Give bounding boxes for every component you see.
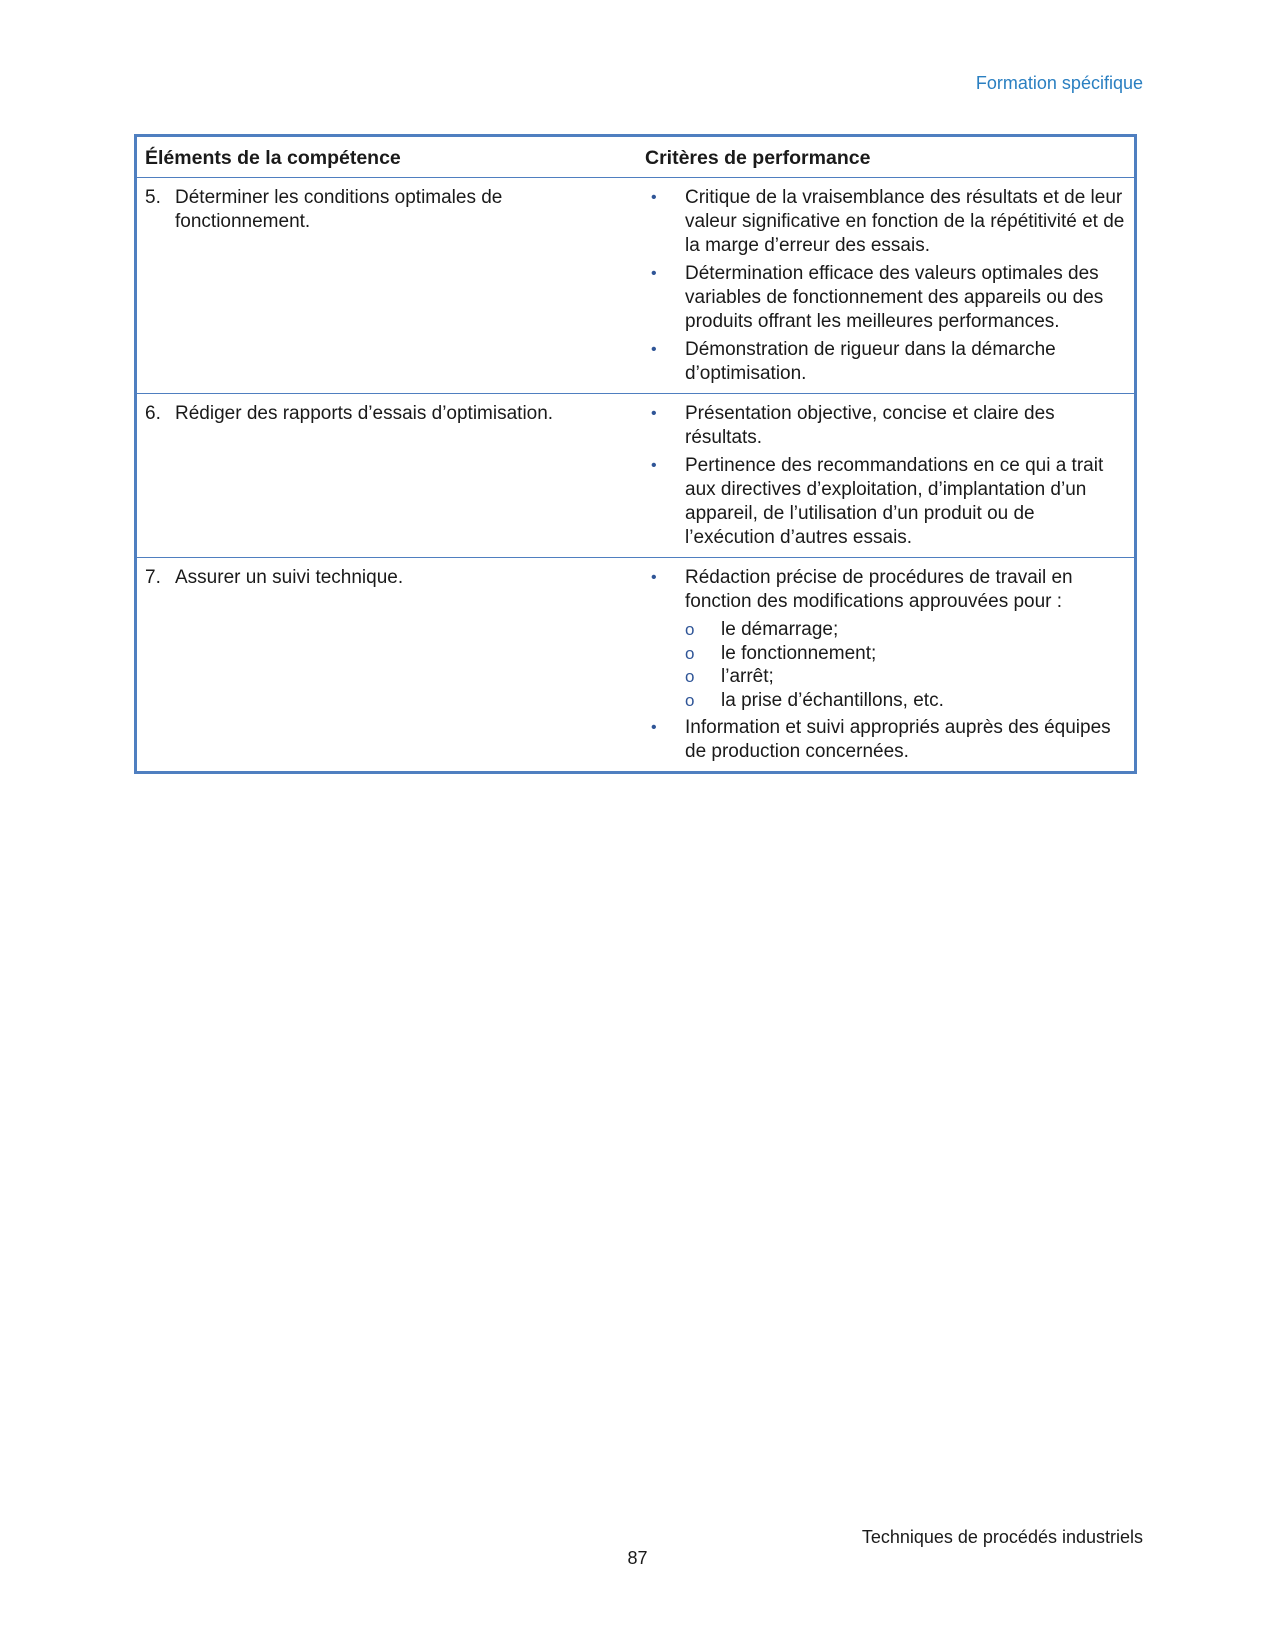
footer-program-title: Techniques de procédés industriels: [861, 1527, 1143, 1547]
sub-item-text: le fonctionnement;: [721, 642, 877, 664]
criteria-text: Rédaction précise de procédures de travail en fonction des modifications approuvées pour :: [685, 567, 1073, 612]
criteria-item: [645, 262, 1126, 334]
bullet-icon: •: [651, 341, 657, 358]
sub-item-text: l’arrêt;: [721, 666, 774, 687]
column-header-elements: Éléments de la compétence: [136, 136, 638, 178]
criteria-item: [645, 402, 1126, 450]
criteria-item: [645, 454, 1126, 550]
element-number: 5.: [145, 187, 161, 208]
competence-table: [134, 134, 1137, 774]
bullet-icon: •: [651, 457, 657, 474]
element-text: Rédiger des rapports d’essais d’optimisation.: [175, 403, 554, 424]
page-number: 87: [627, 1548, 648, 1568]
element-item: [145, 402, 629, 426]
sub-list: [685, 618, 1126, 712]
element-number: 6.: [145, 403, 161, 424]
criteria-item: [645, 338, 1126, 386]
sub-item: [685, 642, 1126, 666]
criteria-text: Démonstration de rigueur dans la démarche d’optimisation.: [685, 339, 1056, 384]
table-row: [136, 394, 1136, 558]
criteria-text: Critique de la vraisemblance des résultats et de leur valeur significative en fonction de la répétitivité et de la marge d’erreur des essais.: [685, 187, 1125, 256]
element-text: Assurer un suivi technique.: [175, 567, 404, 588]
criteria-cell: [637, 178, 1136, 394]
bullet-icon: •: [651, 405, 657, 422]
criteria-text: Pertinence des recommandations en ce qui a trait aux directives d’exploitation, d’implantation d’un appareil, de l’utilisation d’un produit ou de l’exécution d’autres essais.: [685, 455, 1104, 548]
sub-item-text: le démarrage;: [721, 619, 839, 640]
element-item: [145, 186, 629, 234]
criteria-text: Présentation objective, concise et claire des résultats.: [685, 403, 1055, 448]
element-text: Déterminer les conditions optimales de fonctionnement.: [175, 187, 503, 232]
criteria-list: [645, 186, 1126, 386]
sub-item-text: la prise d’échantillons, etc.: [721, 689, 944, 711]
bullet-icon: •: [651, 265, 657, 282]
criteria-list: [645, 402, 1126, 550]
table-row: [136, 558, 1136, 773]
criteria-cell: [637, 558, 1136, 773]
sub-item: [685, 689, 1126, 713]
criteria-list: [645, 566, 1126, 764]
criteria-body: [685, 566, 1126, 712]
circle-bullet-icon: o: [685, 690, 695, 710]
bullet-icon: •: [651, 719, 657, 736]
criteria-cell: [637, 394, 1136, 558]
criteria-item: [645, 186, 1126, 258]
circle-bullet-icon: o: [685, 667, 695, 686]
running-header: Formation spécifique: [975, 73, 1143, 93]
criteria-item: [645, 566, 1126, 712]
sub-item: [685, 618, 1126, 642]
table-row: [136, 178, 1136, 394]
circle-bullet-icon: o: [685, 643, 695, 663]
table-header-row: [136, 136, 1136, 178]
element-number: 7.: [145, 567, 161, 588]
element-cell: [136, 394, 638, 558]
column-header-criteria: Critères de performance: [637, 136, 1136, 178]
criteria-text: Information et suivi appropriés auprès des équipes de production concernées.: [685, 717, 1111, 762]
element-item: [145, 566, 629, 590]
criteria-text: Détermination efficace des valeurs optimales des variables de fonctionnement des appareils ou des produits offrant les meilleures performances.: [685, 263, 1104, 332]
criteria-item: [645, 716, 1126, 764]
circle-bullet-icon: o: [685, 620, 695, 639]
bullet-icon: •: [651, 569, 657, 586]
element-cell: [136, 178, 638, 394]
sub-item: [685, 665, 1126, 689]
bullet-icon: •: [651, 189, 657, 206]
element-cell: [136, 558, 638, 773]
